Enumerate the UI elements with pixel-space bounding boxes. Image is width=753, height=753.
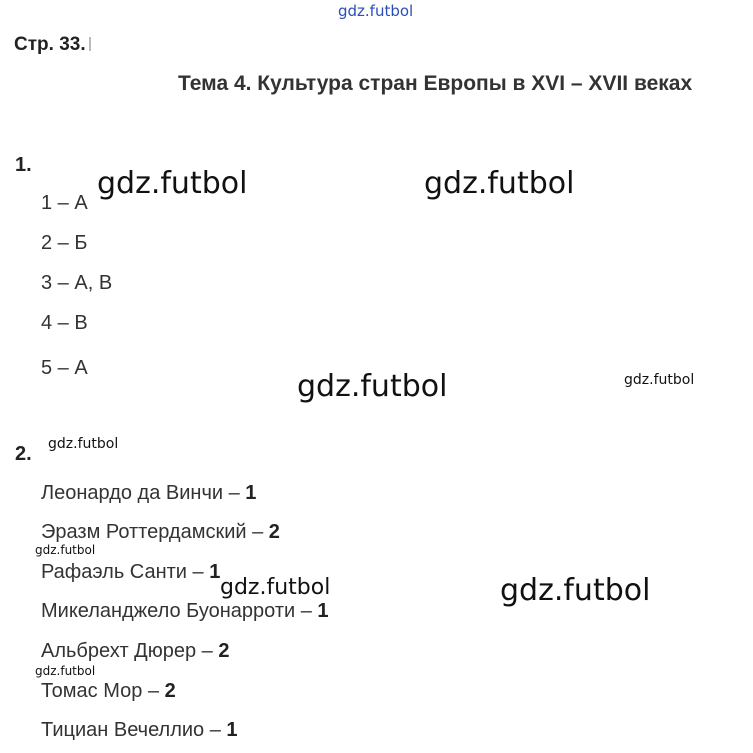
watermark: gdz.futbol bbox=[220, 575, 331, 600]
person-name: Тициан Вечеллио – bbox=[41, 719, 221, 741]
task-1-answer: 2 – Б bbox=[41, 232, 88, 254]
task-2-item bbox=[41, 600, 329, 623]
task-1-answer: 5 – А bbox=[41, 357, 88, 379]
person-name: Микеланджело Буонарроти – bbox=[41, 600, 312, 622]
answer-value: 1 bbox=[209, 561, 221, 583]
watermark: gdz.futbol bbox=[35, 664, 96, 678]
task-2-item bbox=[41, 680, 176, 703]
answer-value: 1 bbox=[317, 600, 329, 622]
person-name: Томас Мор – bbox=[41, 680, 160, 702]
task-2-item bbox=[41, 561, 220, 584]
person-name: Леонардо да Винчи – bbox=[41, 482, 240, 504]
task-2-item bbox=[41, 640, 229, 663]
task-2-item bbox=[41, 521, 280, 544]
page-reference bbox=[14, 34, 91, 56]
person-name: Эразм Роттердамский – bbox=[41, 521, 264, 543]
answer-value: 2 bbox=[164, 680, 176, 702]
person-name: Альбрехт Дюрер – bbox=[41, 640, 213, 662]
watermark-top: gdz.futbol bbox=[338, 2, 414, 20]
answer-value: 2 bbox=[268, 521, 280, 543]
task-1-answer: 4 – В bbox=[41, 312, 88, 334]
watermark: gdz.futbol bbox=[424, 166, 575, 201]
task-2-item bbox=[41, 719, 238, 742]
task-1-answer: 1 – А bbox=[41, 192, 88, 214]
answer-value: 1 bbox=[245, 482, 257, 504]
person-name: Рафаэль Санти – bbox=[41, 561, 204, 583]
watermark: gdz.futbol bbox=[48, 436, 119, 452]
watermark: gdz.futbol bbox=[624, 372, 695, 388]
watermark: gdz.futbol bbox=[35, 543, 96, 557]
task-1-answer: 3 – А, В bbox=[41, 272, 113, 294]
watermark: gdz.futbol bbox=[97, 166, 248, 201]
answer-value: 2 bbox=[218, 640, 230, 662]
page-reference-text: Стр. 33. bbox=[14, 34, 86, 55]
task-2-item bbox=[41, 482, 256, 505]
task-1-number: 1. bbox=[15, 154, 32, 176]
cursor-mark bbox=[89, 37, 91, 51]
answer-value: 1 bbox=[226, 719, 238, 741]
task-2-number: 2. bbox=[15, 443, 32, 465]
watermark: gdz.futbol bbox=[500, 573, 651, 608]
watermark: gdz.futbol bbox=[297, 369, 448, 404]
topic-title: Тема 4. Культура стран Европы в XVI – XVII веках bbox=[178, 72, 693, 95]
